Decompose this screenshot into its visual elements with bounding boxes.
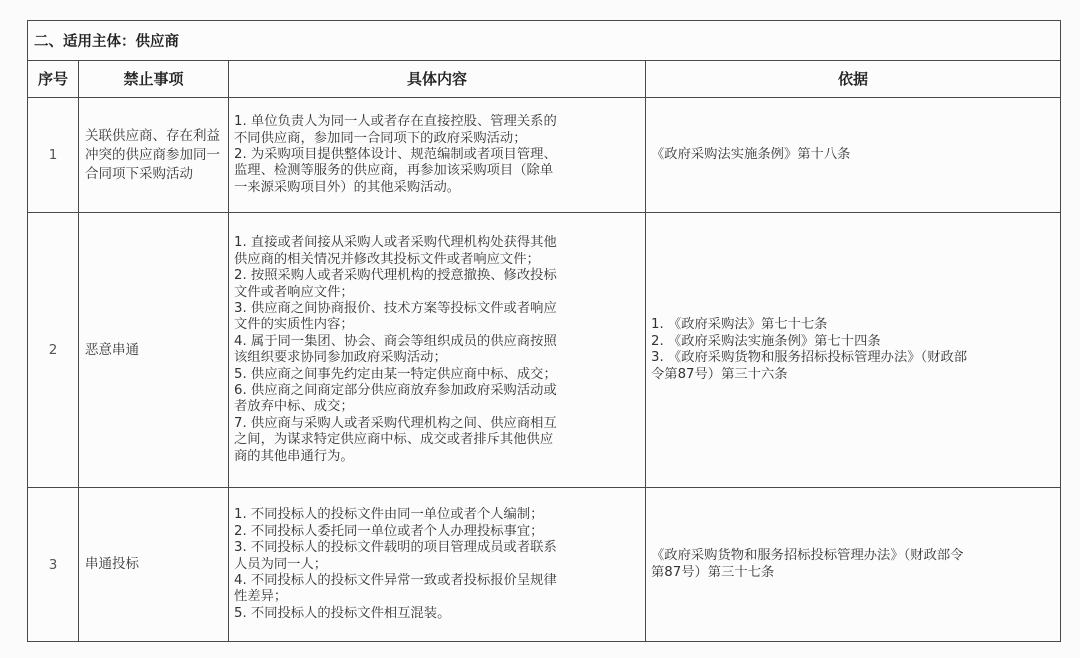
prohibited-item: 关联供应商、存在利益冲突的供应商参加同一合同项下采购活动	[79, 98, 229, 213]
row-number: 3	[28, 488, 79, 642]
content-line: 供应商的相关情况并修改其投标文件或者响应文件；	[234, 251, 540, 267]
specific-content	[229, 98, 646, 213]
content-line: 3. 不同投标人的投标文件载明的项目管理成员或者联系	[234, 540, 557, 556]
content-line: 4. 不同投标人的投标文件异常一致或者投标报价呈规律	[234, 572, 557, 588]
content-line: 5. 供应商之间事先约定由某一特定供应商中标、成交；	[234, 366, 557, 382]
content-line: 7. 供应商与采购人或者采购代理机构之间、供应商相互	[234, 415, 557, 431]
row-number: 2	[28, 213, 79, 488]
content-line: 之间，为谋求特定供应商中标、成交或者排斥其他供应	[234, 432, 554, 448]
header-basis: 依据	[646, 60, 1061, 98]
content-line: 人员为同一人；	[234, 556, 328, 572]
content-line: 2. 不同投标人委托同一单位或者个人办理投标事宜；	[234, 523, 544, 539]
content-line: 1. 单位负责人为同一人或者存在直接控股、管理关系的	[234, 114, 557, 130]
row-number: 1	[28, 98, 79, 213]
legal-basis	[646, 98, 1061, 213]
content-line: 3. 供应商之间协商报价、技术方案等投标文件或者响应	[234, 301, 557, 317]
basis-line: 令第87号）第三十六条	[651, 366, 788, 382]
basis-line: 3. 《政府采购货物和服务招标投标管理办法》（财政部	[651, 350, 968, 366]
section-title: 二、适用主体：供应商	[28, 21, 1061, 61]
basis-line: 《政府采购法实施条例》第十八条	[651, 146, 851, 162]
specific-content	[229, 488, 646, 642]
table-row	[28, 213, 1061, 488]
content-line: 性差异；	[234, 589, 288, 605]
table-header-row	[28, 60, 1061, 98]
content-line: 监理、检测等服务的供应商，再参加该采购项目（除单	[234, 163, 554, 179]
content-line: 6. 供应商之间商定部分供应商放弃参加政府采购活动或	[234, 383, 557, 399]
content-line: 2. 按照采购人或者采购代理机构的授意撤换、修改投标	[234, 268, 557, 284]
content-line: 不同供应商，参加同一合同项下的政府采购活动；	[234, 130, 527, 146]
content-line: 该组织要求协同参加政府采购活动；	[234, 350, 447, 366]
header-content: 具体内容	[229, 60, 646, 98]
content-line: 者放弃中标、成交；	[234, 399, 354, 415]
prohibited-matters-table	[27, 20, 1061, 642]
content-line: 文件的实质性内容；	[234, 317, 354, 333]
content-line: 一来源采购项目外）的其他采购活动。	[234, 179, 461, 195]
basis-line: 《政府采购货物和服务招标投标管理办法》（财政部令	[651, 548, 964, 564]
prohibited-item: 串通投标	[79, 488, 229, 642]
basis-line: 第87号）第三十七条	[651, 564, 775, 580]
content-line: 文件或者响应文件；	[234, 284, 354, 300]
content-line: 1. 直接或者间接从采购人或者采购代理机构处获得其他	[234, 235, 557, 251]
table-row	[28, 488, 1061, 642]
legal-basis	[646, 488, 1061, 642]
specific-content	[229, 213, 646, 488]
header-no: 序号	[28, 60, 79, 98]
basis-line: 2. 《政府采购法实施条例》第七十四条	[651, 333, 881, 349]
header-item: 禁止事项	[79, 60, 229, 98]
content-line: 商的其他串通行为。	[234, 448, 354, 464]
content-line: 5. 不同投标人的投标文件相互混装。	[234, 605, 451, 621]
basis-line: 1. 《政府采购法》第七十七条	[651, 317, 828, 333]
content-line: 2. 为采购项目提供整体设计、规范编制或者项目管理、	[234, 146, 557, 162]
legal-basis	[646, 213, 1061, 488]
content-line: 4. 属于同一集团、协会、商会等组织成员的供应商按照	[234, 333, 557, 349]
prohibited-item: 恶意串通	[79, 213, 229, 488]
content-line: 1. 不同投标人的投标文件由同一单位或者个人编制；	[234, 507, 544, 523]
table-row	[28, 98, 1061, 213]
